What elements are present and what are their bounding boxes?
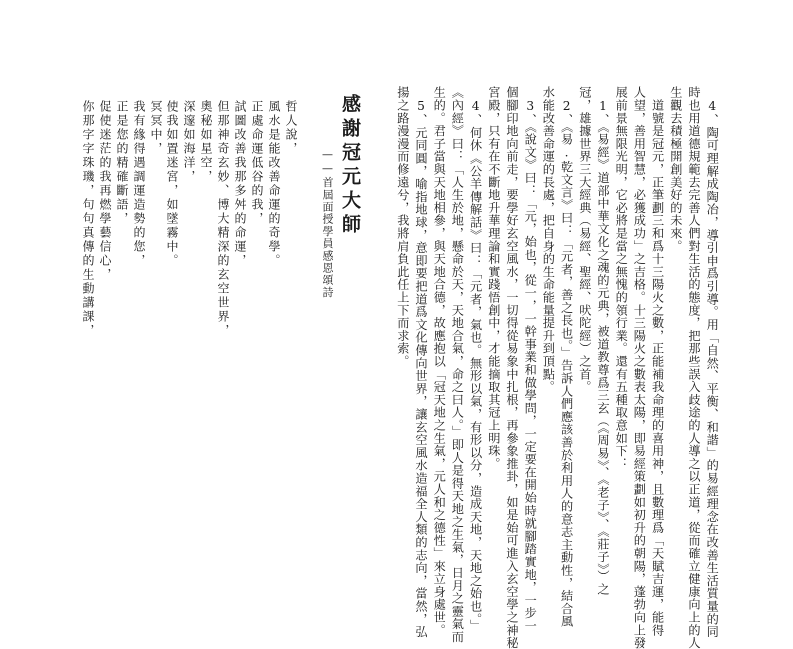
poem-line: 你那字字珠璣，句句真傳的生動講課， (81, 100, 95, 338)
text-column: 宮殿，只有在不斷地升華理論和實踐悟創中，才能摘取其冠上明珠。 (486, 86, 501, 470)
poem-line: 但那神奇玄妙、博大精深的玄空世界， (216, 100, 230, 338)
text-column: 4、陶可理解成陶冶，導引申爲引導。用「自然、平衡、和諧」的易經理念在改善生活質量的同 (705, 86, 720, 639)
poem-line: 正處命運低谷的我， (250, 100, 264, 226)
text-column: 揚之路漫漫而修遠兮，我將肩負此任上下而求索。 (395, 86, 410, 368)
poem-line: 正是您的精確斷語， (115, 100, 129, 226)
text-column: 3、《說文》曰：「元，始也，從一，一幹事業和做學問，一定要在開始時就腳踏實地，一步一 (523, 86, 538, 633)
text-column: 道號是冠元，正筆劃三和爲十三陽火之數，正能補我命理的喜用神，且數理爲「天賦吉運，能得 (650, 86, 665, 637)
poem-line: 使我如置迷宮，如墜霧中。 (165, 100, 179, 268)
text-column: 2、《易.乾文言》曰：「元者，善之長也。」告訴人們應該善於利用人的意志主動性，結合風 (559, 86, 574, 628)
poem-line: 哲人說， (284, 100, 298, 156)
poem-line: 促使迷茫的我再燃學藝信心， (98, 100, 112, 282)
text-column: 生觀去積極開創美好的未來。 (668, 86, 683, 253)
poem-line: 我有緣得遇調運造勢的您， (132, 100, 146, 268)
text-column: 個腳印地向前走，要學好玄空風水，一切得從易象中扎根，再參象推卦，如是始可進入玄空學之神秘 (505, 86, 519, 649)
text-column: 5、元同圓，喻指地球，意即要把道爲文化傳向世界，讓玄空風水造福全人類的志向，當然，弘 (414, 86, 428, 639)
page-title: 感謝冠元大師 (339, 94, 361, 238)
text-column: 水能改善命運的長處，把自身的生命能量提升到頂點。 (541, 86, 556, 394)
text-column: 時也用道德規範去完善人們對生活的態度，把那些誤入歧途的人導之以正道，從而確立健康向上的人 (687, 86, 701, 649)
text-column: 生的。君子當與天地相參，與天地合德，故應抱以「冠天地之生氣，元人和之德性」來立身處世。 (432, 86, 447, 637)
poem-line: 冥冥中， (149, 100, 163, 156)
text-column: 冠，雄據世界三大經典（易經、聖經、吠陀經）之首。 (577, 86, 592, 394)
text-column: 展前景無限光明，它必將是當之無愧的領行業。還有五種取意如下： (614, 86, 629, 470)
text-column: 人望，善用智慧，必獲成功」之吉格。十三陽火之數表太陽，即易經策劃如初升的朝陽，蓬勃向上發 (632, 86, 647, 649)
text-column: 4、何休《公羊傳解話》曰：「元者，氣也。無形以氣，有形以分，造成天地，天地之始也。」 (468, 86, 483, 633)
text-column: 1、《易經》道部中華文化之魂的元典，被道教尊爲三玄（《周易》、《老子》、《莊子》）之 (596, 86, 610, 596)
text-column: 《內經》曰：「人生於地，懸命於天，天地合氣，命之曰人。」即人是得天地之生氣，日月之靈氣而 (450, 86, 465, 644)
poem-line: 深邃如海洋， (182, 100, 196, 184)
poem-line: 奧秘如星空， (199, 100, 213, 184)
poem-line: 試圖改善我那多舛的命運， (233, 100, 247, 268)
poem-line: 風水是能改善命運的奇學。 (267, 100, 281, 268)
byline: ——首屆面授學員感恩頌詩 (321, 148, 334, 299)
